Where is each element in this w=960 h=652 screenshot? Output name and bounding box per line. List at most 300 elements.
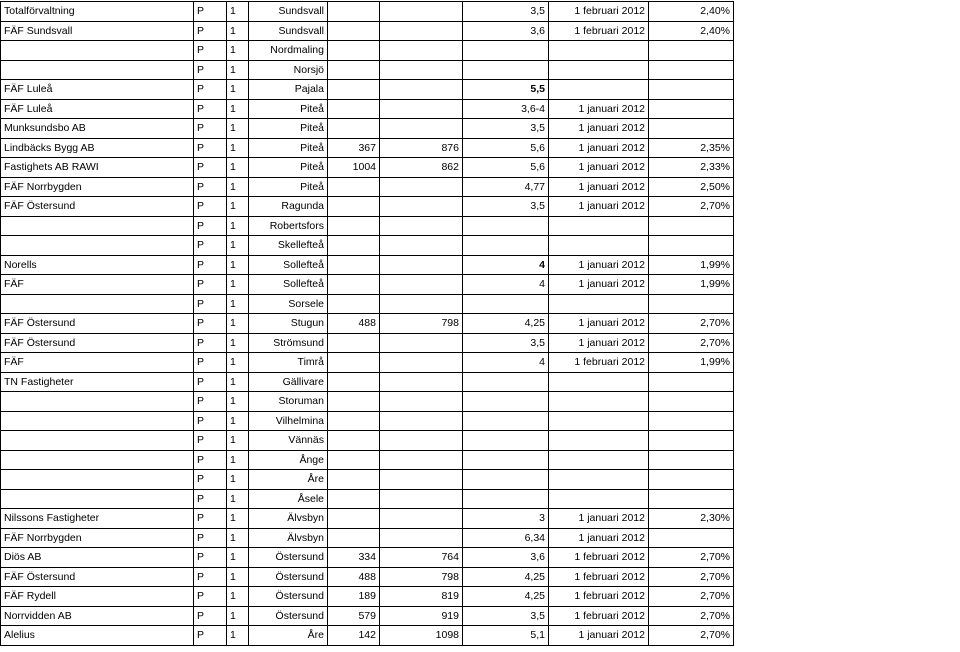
price-cell: 4,25 <box>463 587 549 607</box>
count-cell: 1 <box>227 626 249 646</box>
table-row <box>1 567 734 587</box>
value-b-cell <box>380 236 463 256</box>
table-row <box>1 236 734 256</box>
percent-cell <box>649 372 734 392</box>
percent-cell <box>649 431 734 451</box>
company-cell <box>1 236 194 256</box>
company-cell: FÄF Sundsvall <box>1 21 194 41</box>
municipality-cell: Pajala <box>249 80 328 100</box>
type-cell: P <box>194 158 227 178</box>
table-row <box>1 587 734 607</box>
count-cell: 1 <box>227 606 249 626</box>
count-cell: 1 <box>227 2 249 22</box>
value-a-cell: 1004 <box>328 158 380 178</box>
type-cell: P <box>194 99 227 119</box>
count-cell: 1 <box>227 21 249 41</box>
value-b-cell <box>380 372 463 392</box>
value-b-cell <box>380 431 463 451</box>
date-cell: 1 januari 2012 <box>549 119 649 139</box>
price-cell <box>463 372 549 392</box>
value-a-cell <box>328 353 380 373</box>
table-row <box>1 489 734 509</box>
date-cell: 1 januari 2012 <box>549 626 649 646</box>
value-b-cell: 862 <box>380 158 463 178</box>
municipality-cell: Sundsvall <box>249 21 328 41</box>
table-row <box>1 333 734 353</box>
company-cell: Fastighets AB RAWI <box>1 158 194 178</box>
date-cell: 1 januari 2012 <box>549 528 649 548</box>
percent-cell: 2,70% <box>649 314 734 334</box>
price-cell: 6,34 <box>463 528 549 548</box>
value-b-cell: 798 <box>380 567 463 587</box>
table-row <box>1 314 734 334</box>
date-cell <box>549 470 649 490</box>
company-cell <box>1 216 194 236</box>
type-cell: P <box>194 411 227 431</box>
count-cell: 1 <box>227 548 249 568</box>
table-row <box>1 372 734 392</box>
price-cell <box>463 392 549 412</box>
table-row <box>1 431 734 451</box>
date-cell: 1 januari 2012 <box>549 275 649 295</box>
value-a-cell <box>328 372 380 392</box>
value-b-cell <box>380 216 463 236</box>
value-b-cell <box>380 99 463 119</box>
percent-cell <box>649 119 734 139</box>
value-a-cell <box>328 294 380 314</box>
count-cell: 1 <box>227 177 249 197</box>
date-cell <box>549 431 649 451</box>
count-cell: 1 <box>227 216 249 236</box>
company-cell: FÄF Norrbygden <box>1 528 194 548</box>
type-cell: P <box>194 333 227 353</box>
table-row <box>1 2 734 22</box>
value-b-cell: 819 <box>380 587 463 607</box>
date-cell <box>549 411 649 431</box>
value-b-cell <box>380 489 463 509</box>
date-cell <box>549 489 649 509</box>
count-cell: 1 <box>227 489 249 509</box>
percent-cell: 2,70% <box>649 333 734 353</box>
percent-cell: 1,99% <box>649 275 734 295</box>
value-a-cell <box>328 60 380 80</box>
table-row <box>1 119 734 139</box>
company-cell: FÄF Luleå <box>1 80 194 100</box>
table-row <box>1 80 734 100</box>
count-cell: 1 <box>227 236 249 256</box>
date-cell: 1 februari 2012 <box>549 353 649 373</box>
municipality-cell: Vilhelmina <box>249 411 328 431</box>
price-cell: 3,6-4 <box>463 99 549 119</box>
count-cell: 1 <box>227 138 249 158</box>
value-a-cell <box>328 99 380 119</box>
percent-cell <box>649 411 734 431</box>
price-cell: 3,6 <box>463 21 549 41</box>
value-a-cell: 334 <box>328 548 380 568</box>
value-a-cell <box>328 431 380 451</box>
value-a-cell <box>328 2 380 22</box>
table-row <box>1 138 734 158</box>
company-cell: FÄF <box>1 353 194 373</box>
count-cell: 1 <box>227 158 249 178</box>
price-cell: 3,5 <box>463 606 549 626</box>
value-b-cell <box>380 275 463 295</box>
table-row <box>1 411 734 431</box>
municipality-cell: Östersund <box>249 587 328 607</box>
company-cell <box>1 294 194 314</box>
value-a-cell <box>328 255 380 275</box>
count-cell: 1 <box>227 587 249 607</box>
company-cell <box>1 411 194 431</box>
percent-cell <box>649 294 734 314</box>
value-a-cell: 488 <box>328 314 380 334</box>
date-cell: 1 januari 2012 <box>549 197 649 217</box>
value-a-cell: 488 <box>328 567 380 587</box>
type-cell: P <box>194 314 227 334</box>
table-row <box>1 392 734 412</box>
type-cell: P <box>194 216 227 236</box>
table-row <box>1 41 734 61</box>
municipality-cell: Östersund <box>249 567 328 587</box>
percent-cell: 2,40% <box>649 21 734 41</box>
percent-cell <box>649 216 734 236</box>
company-cell <box>1 392 194 412</box>
value-b-cell <box>380 470 463 490</box>
table-row <box>1 197 734 217</box>
value-a-cell <box>328 119 380 139</box>
price-cell: 3,5 <box>463 119 549 139</box>
type-cell: P <box>194 392 227 412</box>
type-cell: P <box>194 236 227 256</box>
municipality-cell: Skellefteå <box>249 236 328 256</box>
value-b-cell <box>380 333 463 353</box>
count-cell: 1 <box>227 431 249 451</box>
municipality-cell: Norsjö <box>249 60 328 80</box>
percent-cell: 2,35% <box>649 138 734 158</box>
date-cell: 1 februari 2012 <box>549 567 649 587</box>
percent-cell: 2,70% <box>649 606 734 626</box>
company-cell: FÄF Östersund <box>1 567 194 587</box>
value-a-cell: 579 <box>328 606 380 626</box>
type-cell: P <box>194 2 227 22</box>
municipality-cell: Piteå <box>249 138 328 158</box>
type-cell: P <box>194 275 227 295</box>
date-cell <box>549 372 649 392</box>
percent-cell: 2,70% <box>649 548 734 568</box>
percent-cell <box>649 392 734 412</box>
municipality-cell: Älvsbyn <box>249 509 328 529</box>
count-cell: 1 <box>227 450 249 470</box>
municipality-cell: Sollefteå <box>249 255 328 275</box>
municipality-cell: Älvsbyn <box>249 528 328 548</box>
count-cell: 1 <box>227 567 249 587</box>
count-cell: 1 <box>227 275 249 295</box>
value-a-cell <box>328 197 380 217</box>
municipality-cell: Piteå <box>249 177 328 197</box>
company-cell: Diös AB <box>1 548 194 568</box>
type-cell: P <box>194 255 227 275</box>
table-row <box>1 99 734 119</box>
company-cell <box>1 41 194 61</box>
date-cell: 1 januari 2012 <box>549 509 649 529</box>
price-cell: 5,5 <box>463 80 549 100</box>
value-a-cell: 189 <box>328 587 380 607</box>
price-cell: 4 <box>463 353 549 373</box>
price-cell <box>463 431 549 451</box>
municipality-cell: Piteå <box>249 119 328 139</box>
municipality-cell: Östersund <box>249 548 328 568</box>
table-row <box>1 216 734 236</box>
value-a-cell <box>328 489 380 509</box>
count-cell: 1 <box>227 372 249 392</box>
value-b-cell <box>380 392 463 412</box>
municipality-cell: Åre <box>249 470 328 490</box>
municipality-cell: Ragunda <box>249 197 328 217</box>
type-cell: P <box>194 41 227 61</box>
municipality-cell: Sorsele <box>249 294 328 314</box>
municipality-cell: Åsele <box>249 489 328 509</box>
table-row <box>1 21 734 41</box>
company-cell: Alelius <box>1 626 194 646</box>
table-row <box>1 626 734 646</box>
company-cell: FÄF Östersund <box>1 314 194 334</box>
percent-cell: 2,70% <box>649 567 734 587</box>
value-a-cell: 142 <box>328 626 380 646</box>
price-cell: 4,25 <box>463 314 549 334</box>
percent-cell: 1,99% <box>649 255 734 275</box>
table-row <box>1 60 734 80</box>
value-a-cell <box>328 41 380 61</box>
municipality-cell: Sollefteå <box>249 275 328 295</box>
type-cell: P <box>194 60 227 80</box>
company-cell: TN Fastigheter <box>1 372 194 392</box>
value-b-cell <box>380 411 463 431</box>
type-cell: P <box>194 177 227 197</box>
company-cell: Nilssons Fastigheter <box>1 509 194 529</box>
company-cell <box>1 450 194 470</box>
date-cell: 1 januari 2012 <box>549 138 649 158</box>
percent-cell: 2,70% <box>649 587 734 607</box>
table-row <box>1 470 734 490</box>
percent-cell: 2,70% <box>649 197 734 217</box>
table-row <box>1 450 734 470</box>
company-cell: Munksundsbo AB <box>1 119 194 139</box>
municipality-cell: Strömsund <box>249 333 328 353</box>
date-cell: 1 februari 2012 <box>549 21 649 41</box>
type-cell: P <box>194 509 227 529</box>
company-cell <box>1 470 194 490</box>
value-b-cell: 1098 <box>380 626 463 646</box>
percent-cell <box>649 99 734 119</box>
count-cell: 1 <box>227 119 249 139</box>
value-b-cell <box>380 528 463 548</box>
value-a-cell <box>328 470 380 490</box>
value-a-cell <box>328 333 380 353</box>
municipality-cell: Nordmaling <box>249 41 328 61</box>
municipality-cell: Stugun <box>249 314 328 334</box>
value-a-cell <box>328 177 380 197</box>
table-row <box>1 548 734 568</box>
count-cell: 1 <box>227 392 249 412</box>
date-cell: 1 februari 2012 <box>549 548 649 568</box>
company-cell: Norells <box>1 255 194 275</box>
table-row <box>1 294 734 314</box>
type-cell: P <box>194 138 227 158</box>
count-cell: 1 <box>227 470 249 490</box>
value-b-cell <box>380 255 463 275</box>
company-cell: Norrvidden AB <box>1 606 194 626</box>
percent-cell: 2,70% <box>649 626 734 646</box>
date-cell: 1 februari 2012 <box>549 587 649 607</box>
date-cell <box>549 294 649 314</box>
percent-cell <box>649 528 734 548</box>
price-cell: 3,5 <box>463 197 549 217</box>
price-cell <box>463 294 549 314</box>
municipality-cell: Gällivare <box>249 372 328 392</box>
value-b-cell <box>380 294 463 314</box>
percent-cell: 1,99% <box>649 353 734 373</box>
value-a-cell <box>328 528 380 548</box>
type-cell: P <box>194 567 227 587</box>
table-row <box>1 509 734 529</box>
municipality-cell: Ånge <box>249 450 328 470</box>
percent-cell <box>649 450 734 470</box>
date-cell <box>549 80 649 100</box>
date-cell: 1 februari 2012 <box>549 606 649 626</box>
company-cell <box>1 431 194 451</box>
date-cell: 1 februari 2012 <box>549 2 649 22</box>
type-cell: P <box>194 470 227 490</box>
price-cell <box>463 470 549 490</box>
count-cell: 1 <box>227 255 249 275</box>
price-cell: 3,5 <box>463 2 549 22</box>
count-cell: 1 <box>227 353 249 373</box>
date-cell <box>549 236 649 256</box>
value-a-cell <box>328 216 380 236</box>
value-a-cell <box>328 80 380 100</box>
count-cell: 1 <box>227 411 249 431</box>
price-cell <box>463 450 549 470</box>
table-row <box>1 275 734 295</box>
date-cell: 1 januari 2012 <box>549 99 649 119</box>
date-cell <box>549 60 649 80</box>
value-b-cell: 764 <box>380 548 463 568</box>
type-cell: P <box>194 548 227 568</box>
price-cell <box>463 60 549 80</box>
type-cell: P <box>194 626 227 646</box>
percent-cell <box>649 80 734 100</box>
table-row <box>1 255 734 275</box>
value-b-cell <box>380 41 463 61</box>
company-cell: FÄF <box>1 275 194 295</box>
company-cell: FÄF Rydell <box>1 587 194 607</box>
value-b-cell <box>380 2 463 22</box>
type-cell: P <box>194 119 227 139</box>
type-cell: P <box>194 528 227 548</box>
company-cell <box>1 489 194 509</box>
value-b-cell <box>380 353 463 373</box>
table-row <box>1 528 734 548</box>
date-cell: 1 januari 2012 <box>549 333 649 353</box>
date-cell <box>549 392 649 412</box>
date-cell <box>549 41 649 61</box>
percent-cell <box>649 470 734 490</box>
table-body <box>1 2 734 646</box>
count-cell: 1 <box>227 197 249 217</box>
percent-cell: 2,50% <box>649 177 734 197</box>
type-cell: P <box>194 21 227 41</box>
count-cell: 1 <box>227 333 249 353</box>
type-cell: P <box>194 372 227 392</box>
value-b-cell: 798 <box>380 314 463 334</box>
type-cell: P <box>194 587 227 607</box>
municipality-cell: Piteå <box>249 158 328 178</box>
value-b-cell <box>380 509 463 529</box>
type-cell: P <box>194 450 227 470</box>
value-a-cell <box>328 509 380 529</box>
value-a-cell <box>328 236 380 256</box>
date-cell: 1 januari 2012 <box>549 177 649 197</box>
count-cell: 1 <box>227 294 249 314</box>
municipality-cell: Storuman <box>249 392 328 412</box>
price-cell <box>463 411 549 431</box>
type-cell: P <box>194 197 227 217</box>
count-cell: 1 <box>227 99 249 119</box>
value-a-cell <box>328 450 380 470</box>
type-cell: P <box>194 431 227 451</box>
type-cell: P <box>194 489 227 509</box>
percent-cell: 2,40% <box>649 2 734 22</box>
type-cell: P <box>194 80 227 100</box>
price-cell: 3,6 <box>463 548 549 568</box>
table-row <box>1 158 734 178</box>
value-b-cell <box>380 197 463 217</box>
municipality-cell: Piteå <box>249 99 328 119</box>
value-b-cell <box>380 119 463 139</box>
percent-cell <box>649 41 734 61</box>
price-cell: 3 <box>463 509 549 529</box>
table-row <box>1 177 734 197</box>
price-cell: 5,6 <box>463 158 549 178</box>
value-b-cell <box>380 80 463 100</box>
value-a-cell <box>328 275 380 295</box>
municipality-cell: Timrå <box>249 353 328 373</box>
value-b-cell <box>380 177 463 197</box>
municipality-cell: Vännäs <box>249 431 328 451</box>
company-cell: Totalförvaltning <box>1 2 194 22</box>
count-cell: 1 <box>227 60 249 80</box>
date-cell: 1 januari 2012 <box>549 255 649 275</box>
value-b-cell <box>380 60 463 80</box>
company-cell: FÄF Östersund <box>1 333 194 353</box>
count-cell: 1 <box>227 528 249 548</box>
count-cell: 1 <box>227 41 249 61</box>
date-cell <box>549 450 649 470</box>
municipality-cell: Sundsvall <box>249 2 328 22</box>
value-a-cell: 367 <box>328 138 380 158</box>
municipality-cell: Åre <box>249 626 328 646</box>
percent-cell <box>649 489 734 509</box>
date-cell: 1 januari 2012 <box>549 158 649 178</box>
company-cell <box>1 60 194 80</box>
price-cell: 5,6 <box>463 138 549 158</box>
value-b-cell: 876 <box>380 138 463 158</box>
type-cell: P <box>194 294 227 314</box>
housing-data-table <box>0 1 734 646</box>
value-b-cell: 919 <box>380 606 463 626</box>
date-cell <box>549 216 649 236</box>
municipality-cell: Östersund <box>249 606 328 626</box>
